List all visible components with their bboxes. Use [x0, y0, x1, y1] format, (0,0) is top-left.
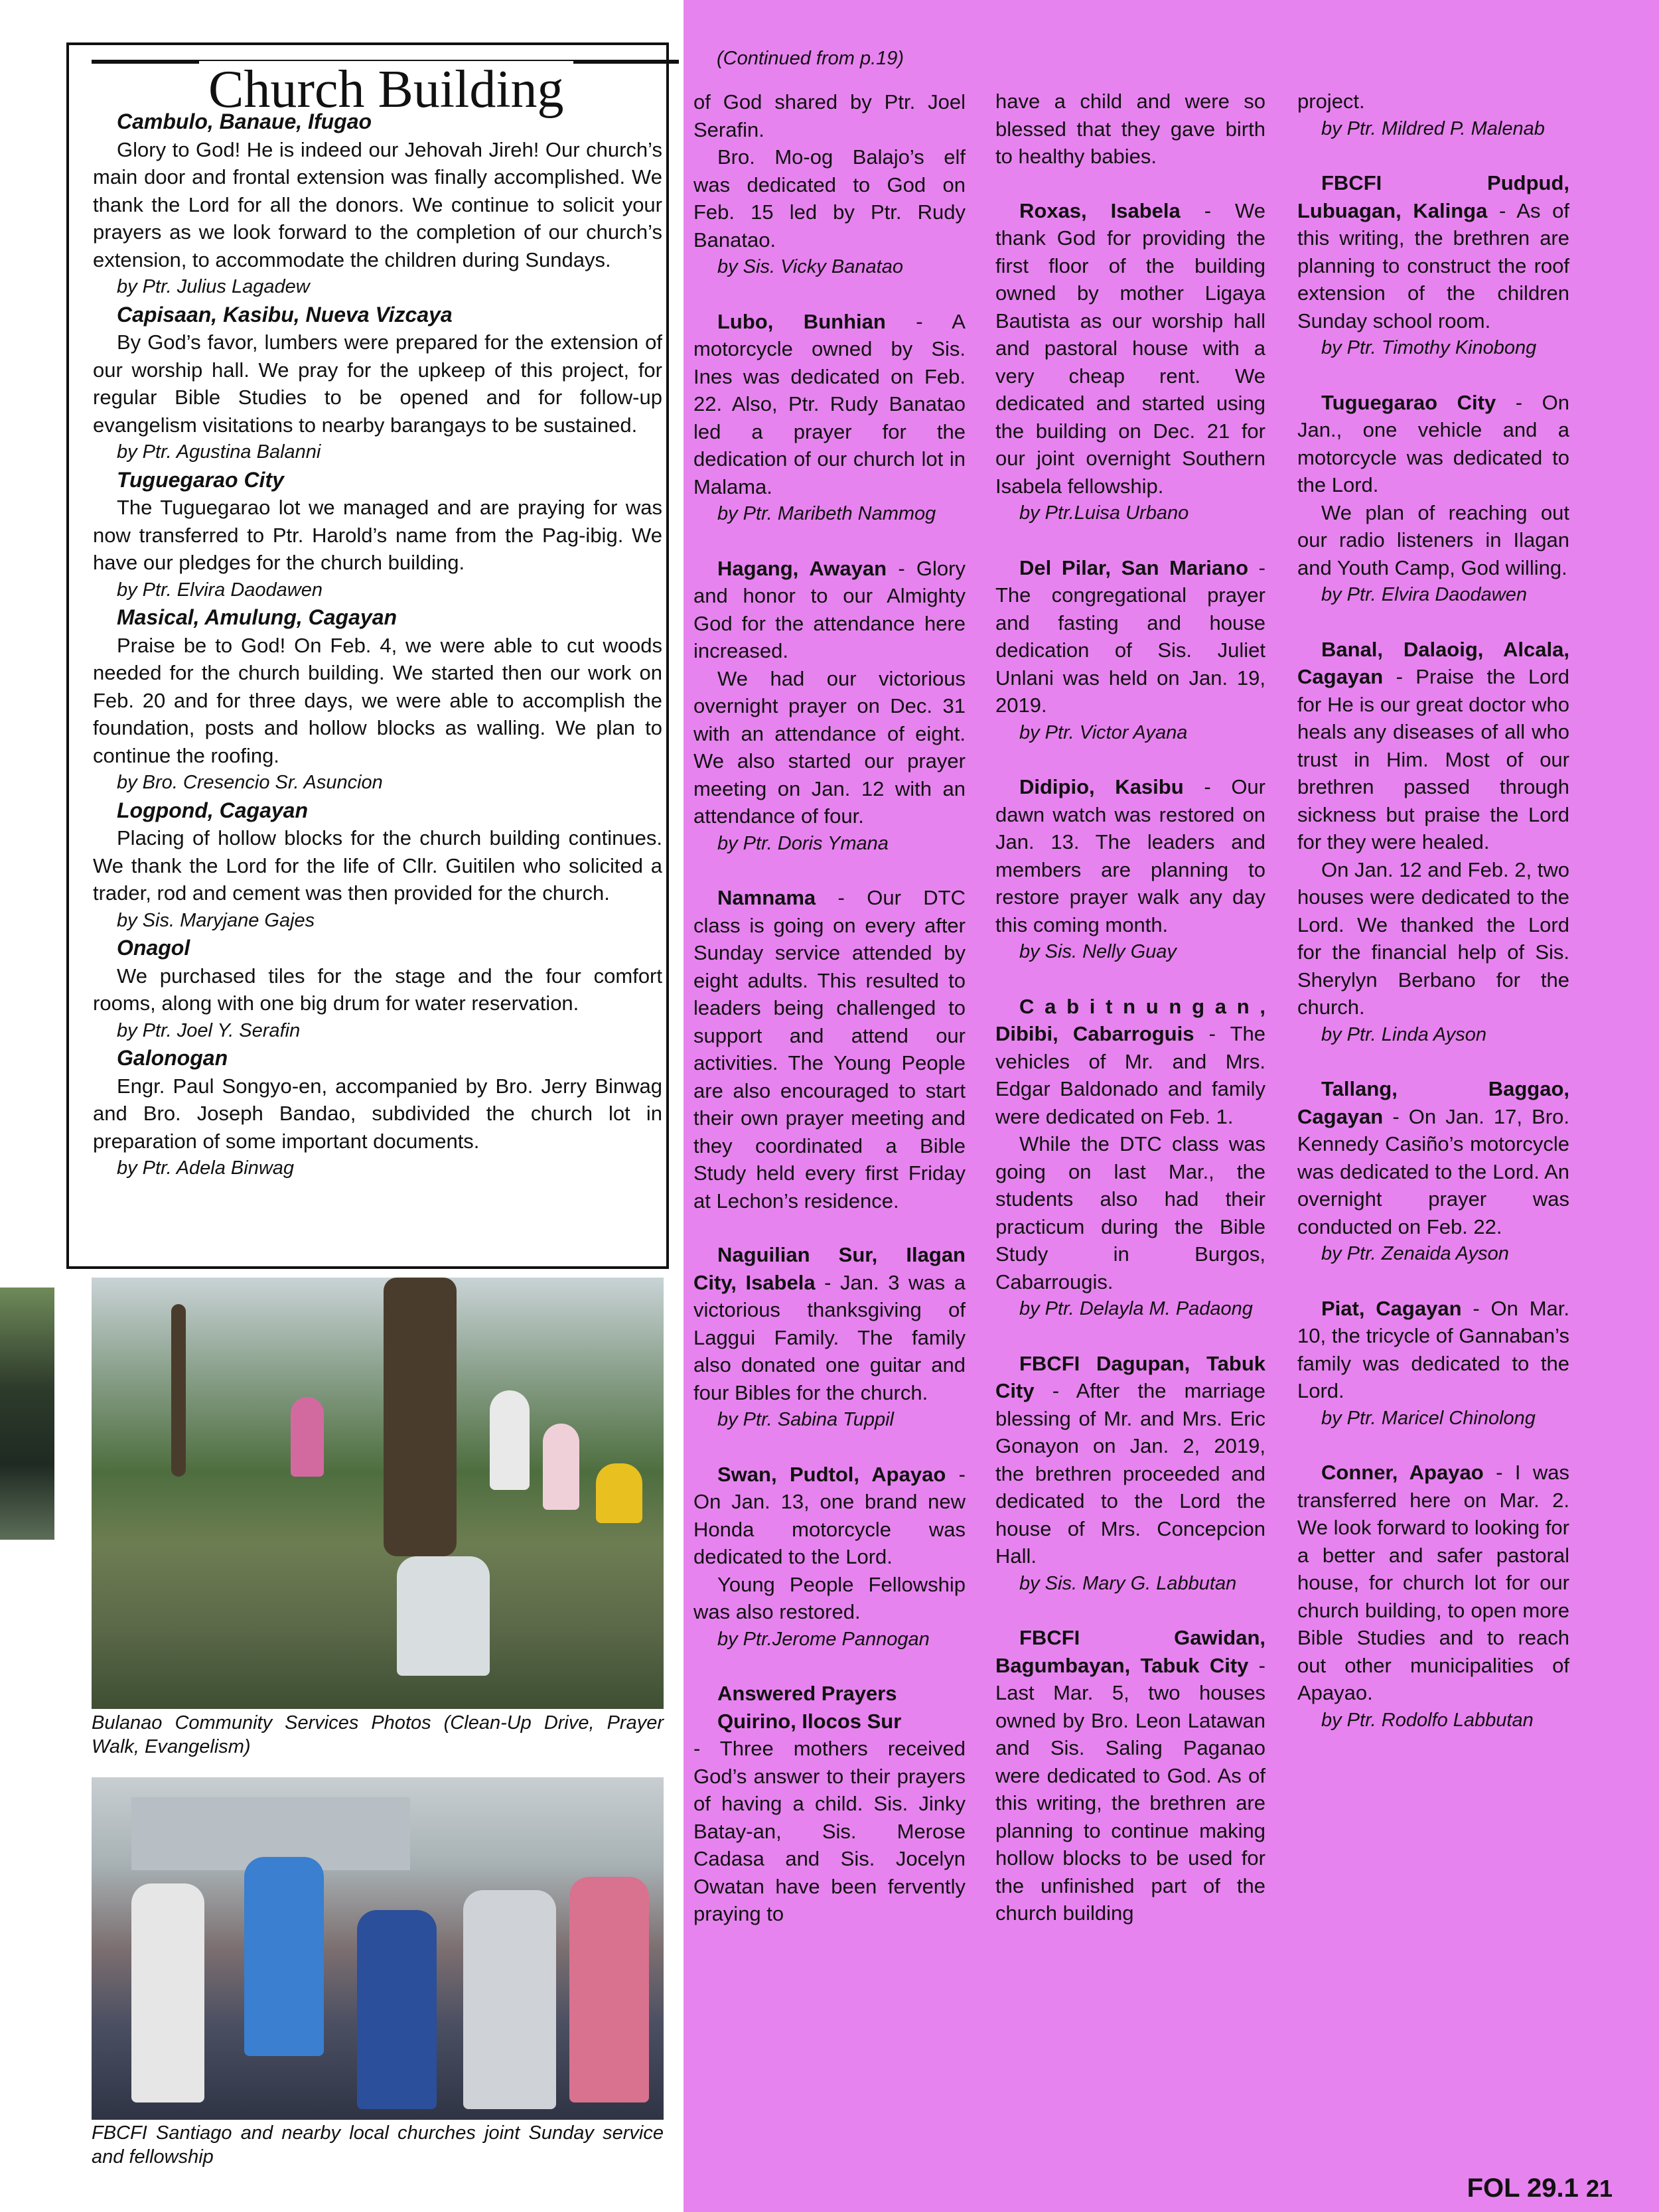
- report-body: - The congregational prayer and fasting and house dedication of Sis. Juliet Unlani was held on Jan. 19, 2019.: [995, 555, 1265, 717]
- place-heading: Naguilian Sur, Ilagan City, Isabela: [693, 1243, 966, 1294]
- report-entry: [93, 301, 662, 467]
- byline: by Ptr. Adela Binwag: [117, 1157, 295, 1179]
- report-body: Placing of hollow blocks for the church building continues. We thank the Lord for the life of Cllr. Guitilen who solicited a trader, rod and cement was then provided for the church.: [93, 826, 662, 905]
- byline: by Bro. Cresencio Sr. Asuncion: [117, 772, 383, 793]
- report-body: - Jan. 3 was a victorious thanksgiving of Laggui Family. The family also donated one guitar and four Bibles for the church.: [693, 1270, 966, 1404]
- tree-trunk: [171, 1304, 186, 1477]
- byline: by Ptr. Linda Ayson: [1321, 1023, 1487, 1045]
- byline: by Ptr. Agustina Balanni: [117, 441, 321, 463]
- byline: by Ptr. Elvira Daodawen: [1321, 584, 1528, 605]
- continued-entry: [693, 88, 966, 281]
- section-title: Church Building: [199, 61, 573, 118]
- byline: by Sis. Nelly Guay: [1019, 941, 1177, 962]
- cropped-photo-left-edge: [0, 1288, 54, 1540]
- report-body: - Glory and honor to our Almighty God for the attendance here increased.: [693, 556, 966, 662]
- report-body: of God shared by Ptr. Joel Serafin.: [693, 90, 966, 141]
- byline: by Ptr. Maribeth Nammog: [717, 503, 936, 524]
- report-body: By God’s favor, lumbers were prepared for the extension of our worship hall. We pray for the upkeep of this project, for regular Bible Studies to be opened and for follow-up evangelism visitations to nearby barangays to be sustained.: [93, 331, 662, 437]
- byline: by Sis. Mary G. Labbutan: [1019, 1572, 1237, 1594]
- byline: by Ptr. Joel Y. Serafin: [117, 1019, 301, 1041]
- byline: by Sis. Maryjane Gajes: [117, 909, 315, 931]
- place-heading: Namnama: [717, 886, 816, 909]
- report-body: - Three mothers received God’s answer to their prayers of having a child. Sis. Jinky Batay-an, Sis. Merose Cadasa and Sis. Jocelyn Owatan have been fervently praying to: [693, 1737, 966, 1925]
- report-body: have a child and were so blessed that they gave birth to healthy babies.: [995, 90, 1265, 168]
- place-heading: Hagang, Awayan: [717, 556, 887, 580]
- place-heading: FBCFI Dagupan, Tabuk City: [995, 1351, 1265, 1402]
- place-heading: Roxas, Isabela: [1019, 198, 1181, 222]
- place-heading: Capisaan, Kasibu, Nueva Vizcaya: [117, 302, 453, 327]
- place-heading: Quirino, Ilocos Sur: [717, 1709, 902, 1733]
- report-entry: [693, 308, 966, 528]
- person-figure: [131, 1883, 204, 2102]
- byline: by Ptr. Mildred P. Malenab: [1321, 117, 1545, 139]
- person-figure: [244, 1857, 324, 2056]
- column-4: [1297, 88, 1569, 1734]
- person-figure: [569, 1877, 649, 2102]
- column-3: [995, 88, 1265, 1927]
- byline: by Ptr. Zenaida Ayson: [1321, 1243, 1509, 1264]
- report-body: We had our victorious overnight prayer on Dec. 31 with an attendance of eight. We also started our prayer meeting on Jan. 12 with an attendance of four.: [693, 666, 966, 828]
- place-heading: Tuguegarao City: [117, 467, 284, 492]
- report-entry: [693, 1241, 966, 1434]
- report-body: - Our dawn watch was restored on Jan. 13. The leaders and members are planning to restore prayer walk any day this coming month.: [995, 775, 1265, 936]
- byline: by Ptr. Victor Ayana: [1019, 721, 1188, 743]
- report-entry: [93, 467, 662, 605]
- byline: by Ptr.Jerome Pannogan: [717, 1628, 930, 1650]
- report-entry: [995, 773, 1265, 966]
- byline: by Ptr. Maricel Chinolong: [1321, 1407, 1536, 1429]
- issue-number: FOL 29.1: [1467, 2174, 1579, 2203]
- person-figure: [357, 1910, 437, 2109]
- report-entry: [1297, 636, 1569, 1049]
- place-heading: Del Pilar, San Mariano: [1019, 555, 1249, 579]
- report-body: Engr. Paul Songyo-en, accompanied by Bro. Jerry Binwag and Bro. Joseph Bandao, subdivided the church lot in preparation of some important documents.: [93, 1074, 662, 1153]
- sunday-service-photo: [92, 1777, 664, 2120]
- person-figure: [463, 1890, 556, 2109]
- report-entry: [995, 197, 1265, 528]
- report-entry: [1297, 1075, 1569, 1268]
- report-entry: [995, 1350, 1265, 1598]
- report-entry: [93, 1045, 662, 1183]
- continued-note: (Continued from p.19): [717, 48, 904, 69]
- byline: by Ptr. Timothy Kinobong: [1321, 337, 1537, 358]
- place-heading: Tallang, Baggao, Cagayan: [1297, 1077, 1569, 1128]
- report-body: - On Jan. 13, one brand new Honda motorcycle was dedicated to the Lord.: [693, 1462, 966, 1568]
- report-body: - Our DTC class is going on every after Sunday service attended by eight adults. This resulted to leaders being challenged to support and attend our activities. The Young People are also encouraged to start their own prayer meeting and they coordinated a Bible Study held every first Friday at Lechon’s residence.: [693, 886, 966, 1213]
- report-body: Young People Fellowship was also restored.: [693, 1572, 966, 1623]
- place-heading: FBCFI Gawidan, Bagumbayan, Tabuk City: [995, 1626, 1265, 1677]
- place-heading: Cambulo, Banaue, Ifugao: [117, 110, 372, 133]
- report-body: The Tuguegarao lot we managed and are praying for was now transferred to Ptr. Harold’s name from the Pag-ibig. We have our pledges for the church building.: [93, 496, 662, 574]
- report-entry: [1297, 389, 1569, 609]
- report-entry: [995, 993, 1265, 1323]
- byline: by Ptr. Rodolfo Labbutan: [1321, 1709, 1534, 1731]
- photo-caption: Bulanao Community Services Photos (Clean-Up Drive, Prayer Walk, Evangelism): [92, 1712, 664, 1757]
- report-body: - We thank God for providing the first floor of the building owned by mother Ligaya Bautista as our worship hall and pastoral house with a very cheap rent. We dedicated and started using the building on Dec. 21 for our joint overnight Southern Isabela fellowship.: [995, 198, 1265, 498]
- place-heading: Conner, Apayao: [1321, 1461, 1484, 1484]
- place-heading: Onagol: [117, 936, 190, 960]
- continued-entry: [1297, 88, 1569, 143]
- byline: by Ptr. Sabina Tuppil: [717, 1409, 894, 1430]
- motorcycle-figure: [596, 1463, 642, 1523]
- report-body: While the DTC class was going on last Mar., the students also had their practicum during the Bible Study in Burgos, Cabarrougis.: [995, 1132, 1265, 1293]
- byline: by Ptr. Julius Lagadew: [117, 276, 310, 297]
- report-entry: [1297, 1459, 1569, 1734]
- photo-caption: FBCFI Santiago and nearby local churches joint Sunday service and fellowship: [92, 2122, 664, 2168]
- report-body: We purchased tiles for the stage and the four comfort rooms, along with one big drum for water reservation.: [93, 964, 662, 1015]
- church-building-column: [93, 108, 662, 1183]
- report-body: - On Jan. 17, Bro. Kennedy Casiño’s motorcycle was dedicated to the Lord. An overnight prayer was conducted on Feb. 22.: [1297, 1104, 1569, 1238]
- byline: by Ptr.Luisa Urbano: [1019, 502, 1189, 524]
- page-number: 21: [1585, 2175, 1613, 2202]
- place-heading: Swan, Pudtol, Apayao: [717, 1462, 946, 1486]
- report-body: Bro. Mo-og Balajo’s elf was dedicated to God on Feb. 15 led by Ptr. Rudy Banatao.: [693, 145, 966, 252]
- report-body: - The vehicles of Mr. and Mrs. Edgar Baldonado and family were dedicated on Feb. 1.: [995, 1022, 1266, 1128]
- report-body: On Jan. 12 and Feb. 2, two houses were dedicated to the Lord. We thanked the Lord for the financial help of Sis. Sherylyn Berbano for the church.: [1297, 857, 1569, 1019]
- report-entry: [93, 108, 662, 301]
- place-heading: Didipio, Kasibu: [1019, 775, 1184, 798]
- report-body: - Praise the Lord for He is our great doctor who heals any diseases of all who trust in Him. Most of our brethren passed through sickness but praise the Lord for they were healed.: [1297, 665, 1569, 853]
- report-body: Praise be to God! On Feb. 4, we were able to cut woods needed for the church building. We started then our work on Feb. 20 and for three days, we were able to accomplish the foundation, posts and hollow blocks as walling. We plan to continue the roofing.: [93, 633, 662, 767]
- report-body: - On Jan., one vehicle and a motorcycle was dedicated to the Lord.: [1297, 390, 1569, 496]
- person-figure: [490, 1390, 530, 1490]
- report-entry: [995, 554, 1265, 747]
- report-entry: [1297, 1295, 1569, 1433]
- byline: by Ptr. Delayla M. Padaong: [1019, 1298, 1253, 1319]
- byline: by Sis. Vicky Banatao: [717, 256, 903, 277]
- page-folio: [1467, 2174, 1613, 2203]
- place-heading: C a b i t n u n g a n , Dibibi, Cabarroguis: [995, 994, 1265, 1045]
- place-heading: Tuguegarao City: [1321, 390, 1496, 414]
- report-body: Glory to God! He is indeed our Jehovah Jireh! Our church’s main door and frontal extension was finally accomplished. We thank the Lord for all the donors. We continue to solicit your prayers as we look forward to the completion of our church’s extension, to accommodate the children during Sundays.: [93, 137, 662, 271]
- report-entry: [93, 797, 662, 935]
- report-body: - On Mar. 10, the tricycle of Gannaban’s family was dedicated to the Lord.: [1297, 1296, 1569, 1402]
- person-figure: [397, 1556, 490, 1676]
- report-body: - Last Mar. 5, two houses owned by Bro. Leon Latawan and Sis. Saling Paganao were dedicated to God. As of this writing, the brethren are planning to continue making hollow blocks to be used for the unfinished part of the church building: [995, 1653, 1265, 1925]
- byline: by Ptr. Elvira Daodawen: [117, 579, 323, 601]
- report-body: project.: [1297, 90, 1365, 113]
- report-entry: [693, 555, 966, 858]
- report-body: - After the marriage blessing of Mr. and Mrs. Eric Gonayon on Jan. 2, 2019, the brethren proceeded and dedicated to the Lord the house of Mrs. Concepcion Hall.: [995, 1379, 1265, 1568]
- place-heading: Logpond, Cagayan: [117, 798, 308, 822]
- report-body: We plan of reaching out our radio listeners in Ilagan and Youth Camp, God willing.: [1297, 500, 1569, 579]
- place-heading: Masical, Amulung, Cagayan: [117, 605, 397, 629]
- report-entry: [93, 934, 662, 1045]
- community-services-photo: [92, 1278, 664, 1709]
- place-heading: Piat, Cagayan: [1321, 1296, 1462, 1320]
- report-body: - I was transferred here on Mar. 2. We look forward to looking for a better and safer pastoral house, for church lot for our church building, to open more Bible Studies and to reach out other municipalities of Apayao.: [1297, 1461, 1569, 1704]
- section-heading: Answered Prayers: [717, 1682, 897, 1705]
- place-heading: Galonogan: [117, 1046, 228, 1070]
- place-heading: Lubo, Bunhian: [717, 309, 886, 333]
- report-entry: [1297, 169, 1569, 362]
- person-figure: [291, 1397, 324, 1477]
- place-heading: Banal, Dalaoig, Alcala, Cagayan: [1297, 637, 1569, 688]
- report-entry: [693, 1461, 966, 1654]
- report-body: - As of this writing, the brethren are planning to construct the roof extension of the children Sunday school room.: [1297, 198, 1570, 332]
- report-body: - A motorcycle owned by Sis. Ines was dedicated on Feb. 22. Also, Ptr. Rudy Banatao led a prayer for the dedication of our church lot in Malama.: [693, 309, 966, 498]
- place-heading: FBCFI Pudpud, Lubuagan, Kalinga: [1297, 171, 1569, 222]
- tree-trunk: [384, 1278, 457, 1556]
- continued-entry: [995, 88, 1265, 171]
- byline: by Ptr. Doris Ymana: [717, 832, 889, 854]
- report-entry: [693, 884, 966, 1215]
- person-figure: [543, 1424, 579, 1510]
- column-2: [693, 88, 966, 1928]
- report-entry: [93, 604, 662, 797]
- report-entry: [995, 1624, 1265, 1927]
- answered-prayers-section: [693, 1680, 966, 1928]
